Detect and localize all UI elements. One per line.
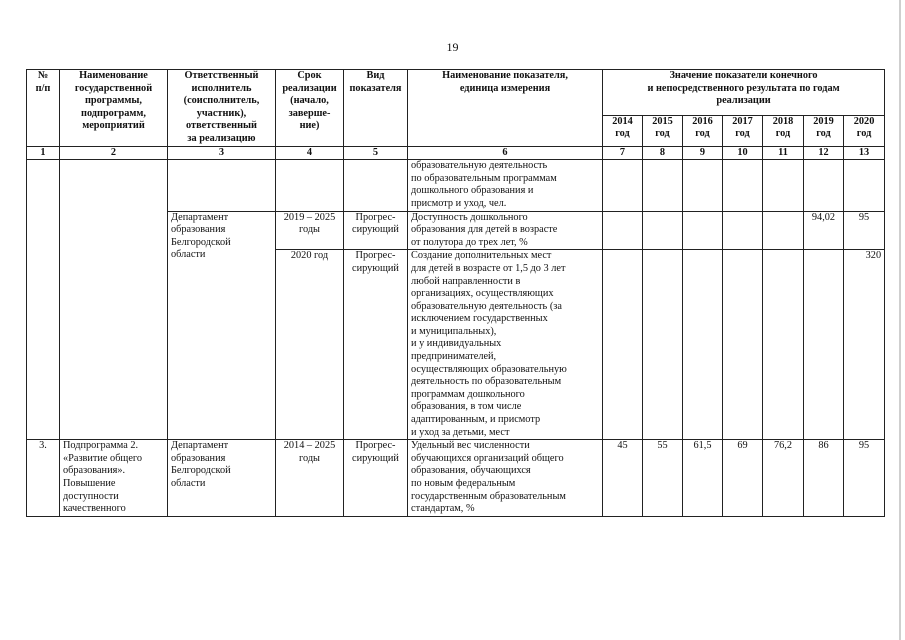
cell-executor <box>168 160 276 211</box>
cell-value <box>603 250 643 440</box>
col-number: 3 <box>168 146 276 160</box>
cell-value <box>643 250 683 440</box>
table-row <box>27 440 885 517</box>
cell-value <box>763 211 804 250</box>
cell-value: 95 <box>844 211 885 250</box>
cell-value <box>643 160 683 211</box>
header-row <box>27 70 885 116</box>
cell-type: Прогрес- сирующий <box>344 250 408 440</box>
cell-term <box>276 160 344 211</box>
col-number: 13 <box>844 146 885 160</box>
cell-value: 76,2 <box>763 440 804 517</box>
column-numbers-row <box>27 146 885 160</box>
page-edge-shadow <box>899 0 901 640</box>
col-number: 11 <box>763 146 804 160</box>
cell-value <box>763 160 804 211</box>
cell-value <box>683 211 723 250</box>
cell-name: Подпрограмма 2. «Развитие общего образования». Повышение доступности качественного <box>60 440 168 517</box>
header-year: 2014 год <box>603 115 643 146</box>
cell-value <box>683 160 723 211</box>
cell-num: 3. <box>27 440 60 517</box>
cell-num <box>27 160 60 440</box>
col-number: 7 <box>603 146 643 160</box>
header-year: 2016 год <box>683 115 723 146</box>
cell-value <box>844 160 885 211</box>
header-year: 2017 год <box>723 115 763 146</box>
col-number: 1 <box>27 146 60 160</box>
cell-term: 2019 – 2025 годы <box>276 211 344 250</box>
cell-value: 95 <box>844 440 885 517</box>
cell-type: Прогрес- сирующий <box>344 211 408 250</box>
header-year: 2020 год <box>844 115 885 146</box>
cell-value: 45 <box>603 440 643 517</box>
col-number: 10 <box>723 146 763 160</box>
header-year: 2019 год <box>804 115 844 146</box>
cell-indicator: Удельный вес численности обучающихся организаций общего образования, обучающихся по новым федеральным государственным образовательным стандартам, % <box>408 440 603 517</box>
page-number: 19 <box>446 40 459 54</box>
cell-value <box>723 250 763 440</box>
cell-value: 86 <box>804 440 844 517</box>
col-number: 5 <box>344 146 408 160</box>
col-number: 9 <box>683 146 723 160</box>
cell-value <box>723 160 763 211</box>
header-indicator: Наименование показателя, единица измерения <box>408 70 603 147</box>
table-row <box>27 160 885 211</box>
header-num: № п/п <box>27 70 60 147</box>
cell-value <box>643 211 683 250</box>
cell-indicator: образовательную деятельность по образовательным программам дошкольного образования и присмотр и уход, чел. <box>408 160 603 211</box>
cell-value: 69 <box>723 440 763 517</box>
header-executor: Ответственный исполнитель (соисполнитель, участник), ответственный за реализацию <box>168 70 276 147</box>
cell-executor: Департамент образования Белгородской области <box>168 440 276 517</box>
header-term: Срок реализации (начало, заверше- ние) <box>276 70 344 147</box>
cell-term: 2014 – 2025 годы <box>276 440 344 517</box>
col-number: 8 <box>643 146 683 160</box>
cell-value <box>603 211 643 250</box>
cell-value: 320 <box>844 250 885 440</box>
header-year: 2015 год <box>643 115 683 146</box>
cell-name <box>60 160 168 440</box>
results-table <box>26 69 885 517</box>
header-year: 2018 год <box>763 115 804 146</box>
col-number: 6 <box>408 146 603 160</box>
cell-type <box>344 160 408 211</box>
header-type: Вид показателя <box>344 70 408 147</box>
cell-type: Прогрес- сирующий <box>344 440 408 517</box>
cell-indicator: Создание дополнительных мест для детей в возрасте от 1,5 до 3 лет любой направленности в организациях, осуществляющих образовательную деятельность (за исключением государственных и муниципальных), и у индивидуальных предпринимателей, осуществляющих образовательную деятельность по образовательным программам дошкольного образования, в том числе адаптированным, и присмотр и уход за детьми, мест <box>408 250 603 440</box>
cell-value: 61,5 <box>683 440 723 517</box>
cell-value: 94,02 <box>804 211 844 250</box>
cell-value <box>763 250 804 440</box>
header-name: Наименование государственной программы, подпрограмм, мероприятий <box>60 70 168 147</box>
header-values-group: Значение показатели конечного и непосредственного результата по годам реализации <box>603 70 885 116</box>
cell-value <box>603 160 643 211</box>
cell-value <box>723 211 763 250</box>
cell-executor: Департамент образования Белгородской области <box>168 211 276 440</box>
cell-value: 55 <box>643 440 683 517</box>
col-number: 4 <box>276 146 344 160</box>
col-number: 12 <box>804 146 844 160</box>
cell-value <box>683 250 723 440</box>
col-number: 2 <box>60 146 168 160</box>
cell-term: 2020 год <box>276 250 344 440</box>
cell-value <box>804 250 844 440</box>
cell-value <box>804 160 844 211</box>
cell-indicator: Доступность дошкольного образования для детей в возрасте от полутора до трех лет, % <box>408 211 603 250</box>
